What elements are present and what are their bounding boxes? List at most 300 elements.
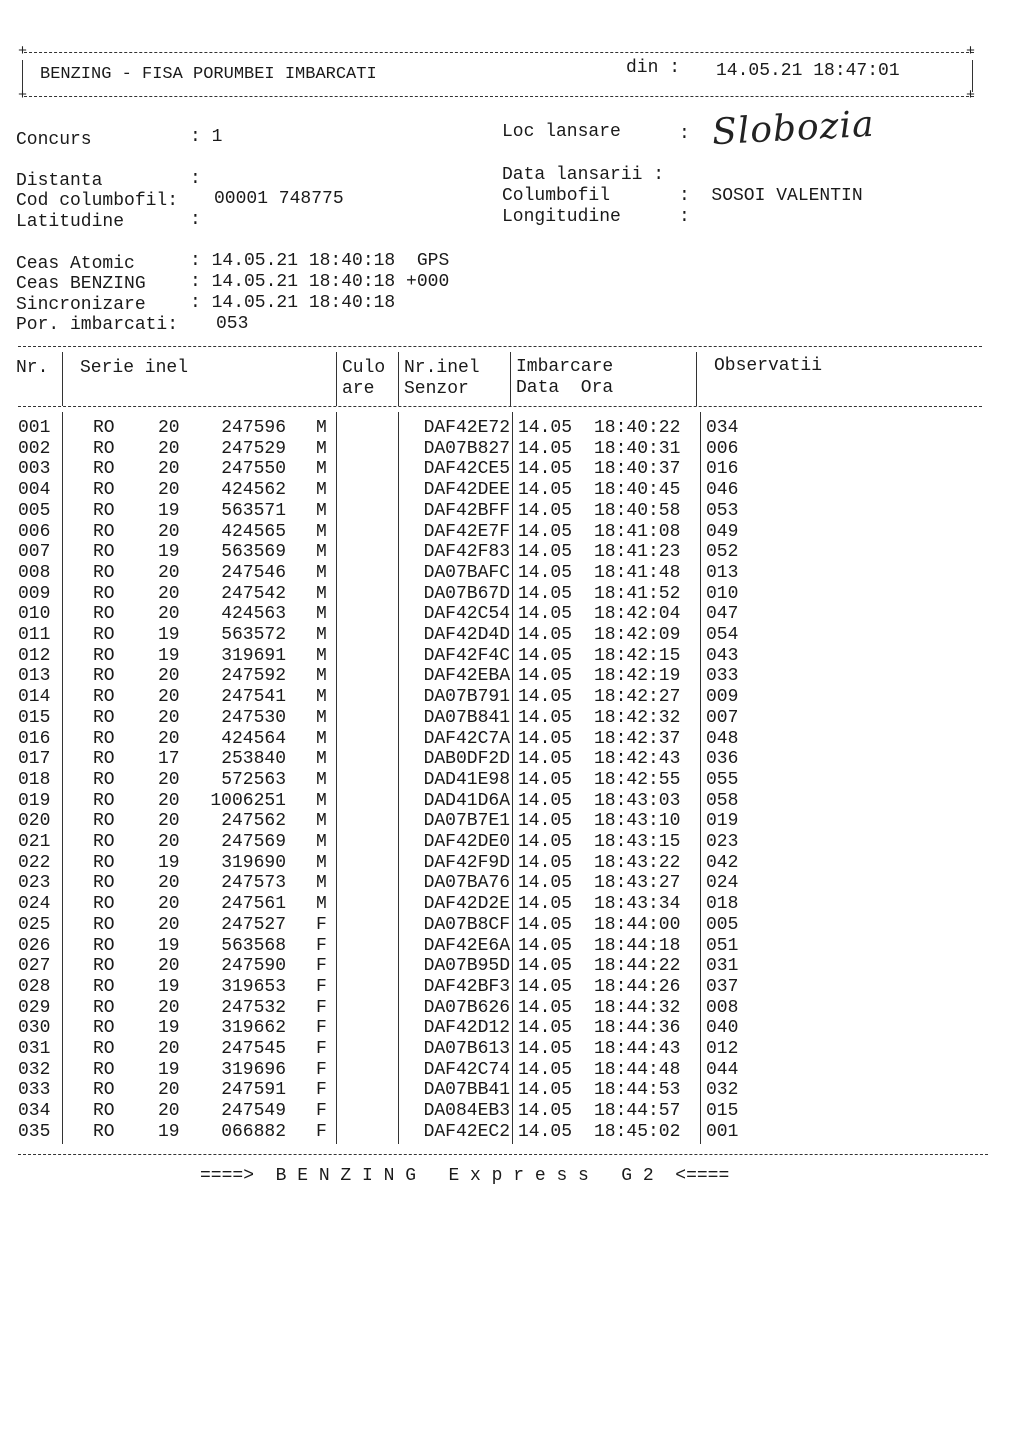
cell-time: 18:41:08	[594, 521, 681, 542]
cell-observatii: 010	[706, 583, 739, 604]
cell-time: 18:44:43	[594, 1039, 681, 1059]
cell-nr: 024	[18, 894, 51, 915]
cell-observatii: 009	[706, 687, 739, 708]
table-row	[0, 998, 1024, 1019]
cell-date: 14.05	[518, 914, 573, 935]
cell-nr: 027	[18, 956, 51, 977]
ceas-benzing-label: Ceas BENZING	[16, 274, 146, 294]
cell-sensor-id: DA07BAFC	[423, 562, 510, 583]
cell-date: 14.05	[518, 728, 573, 749]
cell-sensor-id: DAF42D2E	[423, 894, 510, 915]
cell-nr: 013	[18, 666, 51, 687]
cell-sensor-id: DAF42DE0	[423, 832, 510, 852]
distanta-label: Distanta	[16, 171, 103, 191]
cell-ring-number: 247596	[221, 418, 286, 438]
cell-time: 18:44:57	[594, 1101, 681, 1122]
cell-year: 20	[158, 459, 180, 480]
cell-sensor-id: DAF42C74	[423, 1059, 510, 1080]
cell-observatii: 015	[706, 1101, 739, 1122]
cell-time: 18:41:52	[594, 583, 681, 604]
header-imbarcare-2: Data Ora	[516, 378, 614, 398]
cod-columbofil-label: Cod columbofil:	[16, 191, 179, 211]
table-row	[0, 749, 1024, 770]
cell-country: RO	[93, 480, 115, 501]
por-imbarcati-value: 053	[216, 314, 249, 334]
cell-country: RO	[93, 1018, 115, 1039]
table-row	[0, 936, 1024, 957]
cell-ring-number: 247590	[221, 956, 286, 977]
cell-nr: 015	[18, 707, 51, 728]
cell-nr: 007	[18, 542, 51, 563]
cell-date: 14.05	[518, 956, 573, 977]
cell-nr: 022	[18, 852, 51, 873]
cell-date: 14.05	[518, 666, 573, 687]
table-row	[0, 894, 1024, 915]
cell-date: 14.05	[518, 769, 573, 790]
cell-time: 18:43:22	[594, 852, 681, 873]
cell-ring-number: 563568	[221, 935, 286, 956]
cell-time: 18:41:48	[594, 562, 681, 583]
cell-nr: 017	[18, 749, 51, 770]
cell-year: 19	[158, 1121, 180, 1142]
table-row	[0, 873, 1024, 894]
cell-date: 14.05	[518, 480, 573, 501]
din-label: din :	[626, 58, 681, 78]
cell-ring-number: 319653	[221, 976, 286, 997]
cell-ring-number: 563569	[221, 542, 286, 563]
cell-observatii: 052	[706, 542, 739, 563]
cell-year: 20	[158, 811, 180, 832]
cell-nr: 032	[18, 1059, 51, 1080]
cell-date: 14.05	[518, 604, 573, 625]
cell-ring-number: 247550	[221, 459, 286, 480]
cell-country: RO	[93, 976, 115, 997]
cell-country: RO	[93, 769, 115, 790]
cell-observatii: 051	[706, 935, 739, 956]
table-row	[0, 770, 1024, 791]
table-row	[0, 832, 1024, 853]
cell-time: 18:42:55	[594, 769, 681, 790]
cell-nr: 020	[18, 811, 51, 832]
cell-time: 18:44:26	[594, 976, 681, 997]
cell-observatii: 047	[706, 604, 739, 625]
cell-year: 20	[158, 769, 180, 790]
cell-time: 18:40:45	[594, 480, 681, 501]
cell-sex: F	[316, 1018, 327, 1039]
cell-sex: M	[316, 894, 327, 915]
col-divider	[510, 352, 511, 406]
table-row	[0, 791, 1024, 812]
cell-nr: 033	[18, 1080, 51, 1101]
cell-nr: 009	[18, 583, 51, 604]
table-row	[0, 542, 1024, 563]
cell-year: 20	[158, 832, 180, 852]
cell-year: 20	[158, 562, 180, 583]
col-divider	[62, 352, 63, 406]
cell-nr: 004	[18, 480, 51, 501]
cell-sex: M	[316, 811, 327, 832]
corner-plus: +	[18, 43, 28, 60]
table-row	[0, 1039, 1024, 1060]
cell-sex: M	[316, 418, 327, 438]
cell-sex: M	[316, 625, 327, 645]
cell-observatii: 001	[706, 1121, 739, 1142]
cell-date: 14.05	[518, 459, 573, 480]
cell-sensor-id: DA07B791	[423, 687, 510, 708]
table-row	[0, 666, 1024, 687]
cell-nr: 035	[18, 1121, 51, 1142]
cell-observatii: 034	[706, 418, 739, 438]
cell-sensor-id: DAF42DEE	[423, 480, 510, 501]
cell-nr: 003	[18, 459, 51, 480]
cell-nr: 031	[18, 1039, 51, 1059]
header-imbarcare-1: Imbarcare	[516, 357, 614, 377]
cell-sensor-id: DAF42C7A	[423, 728, 510, 749]
col-divider	[398, 352, 399, 406]
table-row	[0, 418, 1024, 439]
table-row	[0, 1018, 1024, 1039]
cell-date: 14.05	[518, 1039, 573, 1059]
cell-time: 18:44:32	[594, 997, 681, 1018]
loc-lansare-sep: :	[679, 124, 690, 144]
cell-year: 20	[158, 873, 180, 894]
cell-nr: 006	[18, 521, 51, 542]
cell-ring-number: 247541	[221, 687, 286, 708]
cell-year: 20	[158, 480, 180, 501]
cell-sex: M	[316, 852, 327, 873]
cell-date: 14.05	[518, 687, 573, 708]
cell-sex: F	[316, 935, 327, 956]
cell-sensor-id: DAF42EBA	[423, 666, 510, 687]
cell-time: 18:42:37	[594, 728, 681, 749]
cell-sensor-id: DA07B7E1	[423, 811, 510, 832]
cell-country: RO	[93, 604, 115, 625]
cell-date: 14.05	[518, 1080, 573, 1101]
cell-sex: F	[316, 1080, 327, 1101]
cell-date: 14.05	[518, 1101, 573, 1122]
cell-country: RO	[93, 832, 115, 852]
cell-ring-number: 247527	[221, 914, 286, 935]
cell-observatii: 048	[706, 728, 739, 749]
cell-year: 20	[158, 707, 180, 728]
cell-date: 14.05	[518, 832, 573, 852]
cell-year: 19	[158, 976, 180, 997]
cell-time: 18:42:27	[594, 687, 681, 708]
cell-sex: M	[316, 832, 327, 852]
cell-observatii: 018	[706, 894, 739, 915]
table-row	[0, 811, 1024, 832]
cell-sensor-id: DAF42CE5	[423, 459, 510, 480]
cell-ring-number: 247546	[221, 562, 286, 583]
cell-nr: 005	[18, 500, 51, 521]
cell-time: 18:42:32	[594, 707, 681, 728]
cell-nr: 018	[18, 769, 51, 790]
cell-country: RO	[93, 935, 115, 956]
cell-country: RO	[93, 1059, 115, 1080]
cell-date: 14.05	[518, 521, 573, 542]
cell-date: 14.05	[518, 790, 573, 811]
cell-date: 14.05	[518, 562, 573, 583]
cell-sensor-id: DAF42BF3	[423, 976, 510, 997]
ceas-benzing-value: : 14.05.21 18:40:18 +000	[190, 272, 450, 292]
cell-sensor-id: DAF42F9D	[423, 852, 510, 873]
cell-sex: F	[316, 1101, 327, 1122]
cell-sensor-id: DAF42E7F	[423, 521, 510, 542]
columbofil-label: Columbofil	[502, 186, 611, 206]
cell-time: 18:43:27	[594, 873, 681, 894]
cell-sex: M	[316, 521, 327, 542]
cell-ring-number: 247529	[221, 438, 286, 459]
cell-date: 14.05	[518, 1121, 573, 1142]
cell-sensor-id: DAD41D6A	[423, 790, 510, 811]
cell-date: 14.05	[518, 1059, 573, 1080]
cell-ring-number: 247532	[221, 997, 286, 1018]
cell-nr: 001	[18, 418, 51, 438]
cell-ring-number: 424562	[221, 480, 286, 501]
distanta-sep: :	[190, 169, 201, 189]
cell-sex: M	[316, 666, 327, 687]
cell-observatii: 016	[706, 459, 739, 480]
header-observatii: Observatii	[714, 356, 823, 376]
cell-time: 18:44:00	[594, 914, 681, 935]
table-row	[0, 1122, 1024, 1143]
cell-sensor-id: DAF42BFF	[423, 500, 510, 521]
cell-observatii: 036	[706, 749, 739, 770]
longitudine-label: Longitudine	[502, 207, 621, 227]
cell-sex: F	[316, 914, 327, 935]
cell-year: 20	[158, 1039, 180, 1059]
cell-country: RO	[93, 625, 115, 645]
cell-observatii: 055	[706, 769, 739, 790]
cell-country: RO	[93, 894, 115, 915]
cell-sex: F	[316, 956, 327, 977]
cod-columbofil-value: 00001 748775	[214, 189, 344, 209]
cell-ring-number: 319662	[221, 1018, 286, 1039]
latitudine-label: Latitudine	[16, 212, 125, 232]
por-imbarcati-label: Por. imbarcati:	[16, 315, 179, 335]
cell-ring-number: 247573	[221, 873, 286, 894]
table-row	[0, 1101, 1024, 1122]
cell-observatii: 012	[706, 1039, 739, 1059]
cell-sensor-id: DAF42F83	[423, 542, 510, 563]
cell-time: 18:44:48	[594, 1059, 681, 1080]
cell-time: 18:40:22	[594, 418, 681, 438]
cell-observatii: 031	[706, 956, 739, 977]
cell-ring-number: 247561	[221, 894, 286, 915]
cell-observatii: 008	[706, 997, 739, 1018]
cell-observatii: 046	[706, 480, 739, 501]
cell-observatii: 019	[706, 811, 739, 832]
table-top-rule	[18, 346, 982, 347]
table-bottom-rule	[18, 1154, 988, 1155]
cell-ring-number: 247592	[221, 666, 286, 687]
table-row	[0, 563, 1024, 584]
header-culoare-2: are	[342, 379, 375, 399]
cell-nr: 002	[18, 438, 51, 459]
header-nr: Nr.	[16, 358, 49, 378]
cell-sex: M	[316, 500, 327, 521]
cell-sex: M	[316, 728, 327, 749]
cell-sensor-id: DA07B827	[423, 438, 510, 459]
table-row	[0, 646, 1024, 667]
cell-year: 20	[158, 438, 180, 459]
table-row	[0, 708, 1024, 729]
cell-year: 20	[158, 1080, 180, 1101]
cell-ring-number: 563571	[221, 500, 286, 521]
sincronizare-label: Sincronizare	[16, 295, 146, 315]
cell-sex: M	[316, 687, 327, 708]
cell-sensor-id: DA07BB41	[423, 1080, 510, 1101]
cell-nr: 019	[18, 790, 51, 811]
cell-observatii: 058	[706, 790, 739, 811]
cell-ring-number: 247542	[221, 583, 286, 604]
table-row	[0, 584, 1024, 605]
cell-ring-number: 424563	[221, 604, 286, 625]
columbofil-value: : SOSOI VALENTIN	[679, 186, 863, 206]
header-serie-inel: Serie inel	[80, 358, 189, 378]
cell-observatii: 032	[706, 1080, 739, 1101]
cell-sex: F	[316, 1121, 327, 1142]
cell-sensor-id: DAB0DF2D	[423, 749, 510, 770]
cell-country: RO	[93, 873, 115, 894]
cell-date: 14.05	[518, 811, 573, 832]
cell-observatii: 043	[706, 645, 739, 666]
cell-nr: 023	[18, 873, 51, 894]
cell-date: 14.05	[518, 645, 573, 666]
cell-year: 20	[158, 521, 180, 542]
cell-sex: M	[316, 542, 327, 563]
cell-country: RO	[93, 749, 115, 770]
cell-ring-number: 066882	[221, 1121, 286, 1142]
table-row	[0, 625, 1024, 646]
ceas-atomic-value: : 14.05.21 18:40:18 GPS	[190, 251, 450, 271]
cell-observatii: 042	[706, 852, 739, 873]
cell-sensor-id: DAF42F4C	[423, 645, 510, 666]
cell-time: 18:42:04	[594, 604, 681, 625]
cell-time: 18:42:43	[594, 749, 681, 770]
cell-observatii: 053	[706, 500, 739, 521]
cell-year: 19	[158, 542, 180, 563]
concurs-value: : 1	[190, 127, 223, 147]
cell-date: 14.05	[518, 976, 573, 997]
cell-date: 14.05	[518, 935, 573, 956]
table-row	[0, 853, 1024, 874]
cell-year: 17	[158, 749, 180, 770]
cell-country: RO	[93, 438, 115, 459]
cell-nr: 034	[18, 1101, 51, 1122]
cell-ring-number: 319691	[221, 645, 286, 666]
cell-nr: 029	[18, 997, 51, 1018]
cell-ring-number: 563572	[221, 625, 286, 645]
cell-sensor-id: DA07BA76	[423, 873, 510, 894]
cell-observatii: 040	[706, 1018, 739, 1039]
cell-country: RO	[93, 500, 115, 521]
cell-country: RO	[93, 811, 115, 832]
cell-ring-number: 424565	[221, 521, 286, 542]
cell-ring-number: 247549	[221, 1101, 286, 1122]
cell-observatii: 006	[706, 438, 739, 459]
cell-year: 19	[158, 645, 180, 666]
corner-plus: +	[966, 43, 976, 60]
cell-country: RO	[93, 687, 115, 708]
cell-date: 14.05	[518, 873, 573, 894]
cell-sex: M	[316, 459, 327, 480]
handwritten-loc-lansare: Slobozia	[711, 103, 876, 154]
cell-country: RO	[93, 459, 115, 480]
table-row	[0, 1060, 1024, 1081]
corner-plus: +	[18, 87, 28, 104]
cell-nr: 008	[18, 562, 51, 583]
cell-country: RO	[93, 562, 115, 583]
cell-date: 14.05	[518, 418, 573, 438]
longitudine-sep: :	[679, 207, 690, 227]
table-row	[0, 522, 1024, 543]
cell-nr: 012	[18, 645, 51, 666]
cell-year: 20	[158, 687, 180, 708]
cell-date: 14.05	[518, 500, 573, 521]
cell-ring-number: 253840	[221, 749, 286, 770]
header-culoare-1: Culo	[342, 358, 386, 378]
cell-sensor-id: DA07B626	[423, 997, 510, 1018]
cell-date: 14.05	[518, 749, 573, 770]
cell-year: 20	[158, 728, 180, 749]
data-lansarii-label: Data lansarii :	[502, 165, 665, 185]
cell-year: 20	[158, 666, 180, 687]
cell-time: 18:43:34	[594, 894, 681, 915]
cell-year: 19	[158, 1018, 180, 1039]
cell-time: 18:44:18	[594, 935, 681, 956]
cell-sex: F	[316, 1059, 327, 1080]
cell-year: 20	[158, 604, 180, 625]
cell-sensor-id: DA07B8CF	[423, 914, 510, 935]
cell-country: RO	[93, 1039, 115, 1059]
cell-observatii: 023	[706, 832, 739, 852]
cell-sensor-id: DA084EB3	[423, 1101, 510, 1122]
cell-sensor-id: DAF42E72	[423, 418, 510, 438]
sincronizare-value: : 14.05.21 18:40:18	[190, 293, 396, 313]
cell-sex: M	[316, 604, 327, 625]
cell-sensor-id: DA07B613	[423, 1039, 510, 1059]
table-row	[0, 459, 1024, 480]
cell-country: RO	[93, 1080, 115, 1101]
cell-sex: M	[316, 749, 327, 770]
cell-ring-number: 319690	[221, 852, 286, 873]
cell-nr: 026	[18, 935, 51, 956]
cell-sex: M	[316, 790, 327, 811]
cell-time: 18:40:31	[594, 438, 681, 459]
cell-country: RO	[93, 707, 115, 728]
table-row	[0, 729, 1024, 750]
cell-year: 19	[158, 625, 180, 645]
cell-observatii: 033	[706, 666, 739, 687]
col-divider	[696, 352, 697, 406]
din-value: 14.05.21 18:47:01	[716, 61, 900, 81]
cell-date: 14.05	[518, 707, 573, 728]
cell-nr: 025	[18, 914, 51, 935]
cell-nr: 011	[18, 625, 51, 645]
cell-sex: M	[316, 562, 327, 583]
cell-sensor-id: DAF42EC2	[423, 1121, 510, 1142]
table-row	[0, 501, 1024, 522]
cell-time: 18:44:53	[594, 1080, 681, 1101]
cell-ring-number: 1006251	[210, 790, 286, 811]
col-divider	[336, 352, 337, 406]
table-row	[0, 439, 1024, 460]
cell-observatii: 049	[706, 521, 739, 542]
cell-country: RO	[93, 852, 115, 873]
cell-time: 18:43:15	[594, 832, 681, 852]
cell-sex: F	[316, 997, 327, 1018]
